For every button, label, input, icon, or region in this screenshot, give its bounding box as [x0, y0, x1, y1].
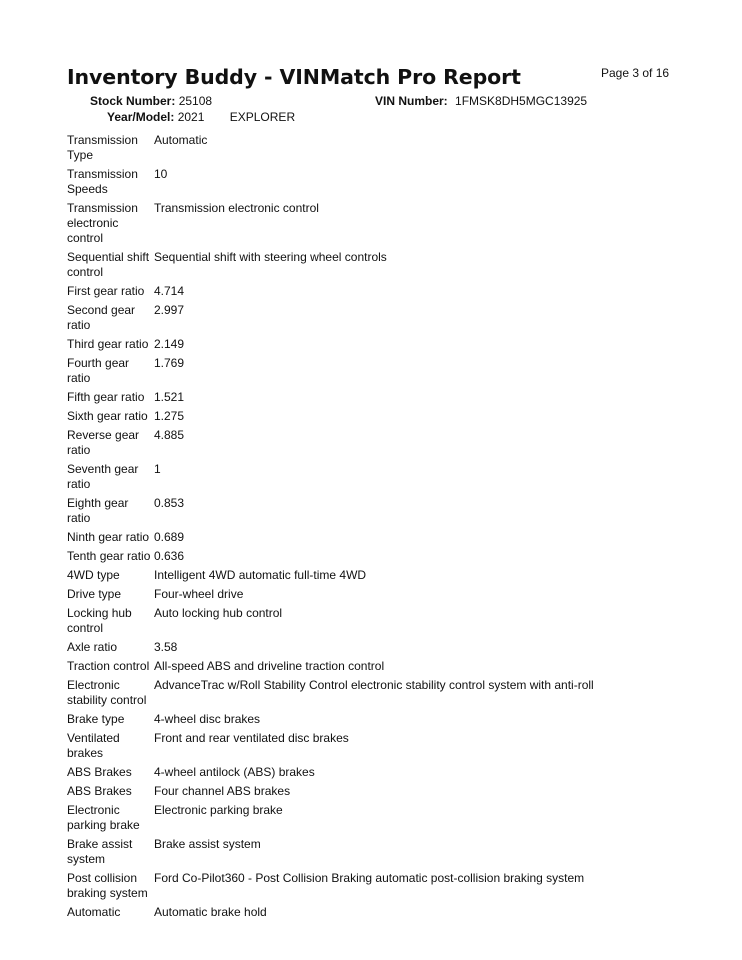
spec-label: Tenth gear ratio [67, 549, 151, 563]
spec-label: Second gear ratio [67, 303, 136, 332]
stock-number-label: Stock Number: [90, 94, 176, 108]
spec-value: Ford Co-Pilot360 - Post Collision Braking automatic post-collision braking system [154, 871, 585, 885]
spec-value: Automatic brake hold [154, 905, 267, 919]
spec-label: Electronic parking brake [67, 803, 140, 832]
spec-label: Ventilated brakes [67, 731, 120, 760]
spec-value: Auto locking hub control [154, 606, 283, 620]
spec-label: Sixth gear ratio [67, 409, 148, 423]
spec-label: Brake type [67, 712, 125, 726]
spec-value: Sequential shift with steering wheel controls [154, 250, 387, 264]
report-title: Inventory Buddy - VINMatch Pro Report [67, 65, 521, 89]
spec-label: Seventh gear ratio [67, 462, 139, 491]
spec-value: Intelligent 4WD automatic full-time 4WD [154, 568, 367, 582]
spec-row [67, 568, 667, 583]
spec-table [67, 133, 667, 924]
spec-row [67, 803, 667, 833]
spec-row [67, 409, 667, 424]
spec-label: Transmission Type [67, 133, 138, 162]
spec-row [67, 284, 667, 299]
spec-label: Fifth gear ratio [67, 390, 145, 404]
spec-row [67, 201, 667, 246]
spec-value: Electronic parking brake [154, 803, 283, 817]
spec-value: All-speed ABS and driveline traction control [154, 659, 385, 673]
spec-row [67, 587, 667, 602]
spec-value: Transmission electronic control [154, 201, 319, 215]
spec-label: Sequential shift control [67, 250, 150, 279]
spec-row [67, 837, 667, 867]
spec-label: Reverse gear ratio [67, 428, 140, 457]
spec-label: Ninth gear ratio [67, 530, 150, 544]
model-value: EXPLORER [229, 110, 296, 124]
spec-value: 0.689 [154, 530, 185, 544]
spec-value: 4-wheel antilock (ABS) brakes [154, 765, 315, 779]
year-model [107, 110, 295, 124]
spec-row [67, 356, 667, 386]
spec-value: Brake assist system [154, 837, 261, 851]
spec-label: Brake assist system [67, 837, 133, 866]
spec-value: 0.853 [154, 496, 185, 510]
spec-row [67, 784, 667, 799]
spec-row [67, 337, 667, 352]
stock-number [90, 94, 212, 108]
spec-row [67, 640, 667, 655]
spec-value: 4.714 [154, 284, 185, 298]
spec-label: ABS Brakes [67, 784, 132, 798]
spec-row [67, 712, 667, 727]
spec-row [67, 462, 667, 492]
vin-number-value: 1FMSK8DH5MGC13925 [455, 94, 588, 108]
spec-row [67, 303, 667, 333]
year-value: 2021 [177, 110, 205, 124]
spec-row [67, 765, 667, 780]
spec-label: Post collision braking system [67, 871, 148, 900]
spec-row [67, 678, 667, 708]
spec-label: Transmission Speeds [67, 167, 138, 196]
spec-label: 4WD type [67, 568, 120, 582]
spec-value: Front and rear ventilated disc brakes [154, 731, 349, 745]
spec-row [67, 250, 667, 280]
spec-row [67, 530, 667, 545]
spec-value: 2.997 [154, 303, 185, 317]
spec-row [67, 428, 667, 458]
spec-value: Four-wheel drive [154, 587, 244, 601]
spec-row [67, 133, 667, 163]
spec-value: 10 [154, 167, 168, 181]
spec-label: Third gear ratio [67, 337, 149, 351]
spec-value: 1.275 [154, 409, 185, 423]
spec-row [67, 659, 667, 674]
spec-label: Electronic stability control [67, 678, 147, 707]
spec-label: Automatic [67, 905, 121, 919]
spec-label: Locking hub control [67, 606, 132, 635]
spec-value: 4.885 [154, 428, 185, 442]
spec-label: Axle ratio [67, 640, 118, 654]
vin-number-label: VIN Number: [375, 94, 448, 108]
spec-label: Drive type [67, 587, 122, 601]
spec-label: Traction control [67, 659, 150, 673]
spec-row [67, 905, 667, 920]
spec-row [67, 731, 667, 761]
spec-value: 1 [154, 462, 161, 476]
spec-label: Eighth gear ratio [67, 496, 129, 525]
spec-label: Transmission electronic control [67, 201, 138, 245]
spec-value: Automatic [154, 133, 208, 147]
spec-label: First gear ratio [67, 284, 145, 298]
spec-row [67, 549, 667, 564]
page-number: Page 3 of 16 [601, 66, 670, 80]
spec-value: 1.769 [154, 356, 185, 370]
spec-row [67, 871, 667, 901]
year-model-label: Year/Model: [107, 110, 175, 124]
spec-value: 3.58 [154, 640, 178, 654]
spec-value: 0.636 [154, 549, 185, 563]
spec-row [67, 606, 667, 636]
spec-row [67, 496, 667, 526]
vin-number [375, 94, 587, 108]
spec-value: 2.149 [154, 337, 185, 351]
spec-row [67, 167, 667, 197]
spec-value: 1.521 [154, 390, 185, 404]
spec-value: 4-wheel disc brakes [154, 712, 261, 726]
spec-value: AdvanceTrac w/Roll Stability Control electronic stability control system with anti-roll [154, 678, 594, 692]
stock-number-value: 25108 [178, 94, 213, 108]
spec-label: Fourth gear ratio [67, 356, 130, 385]
spec-value: Four channel ABS brakes [154, 784, 291, 798]
spec-label: ABS Brakes [67, 765, 132, 779]
spec-row [67, 390, 667, 405]
